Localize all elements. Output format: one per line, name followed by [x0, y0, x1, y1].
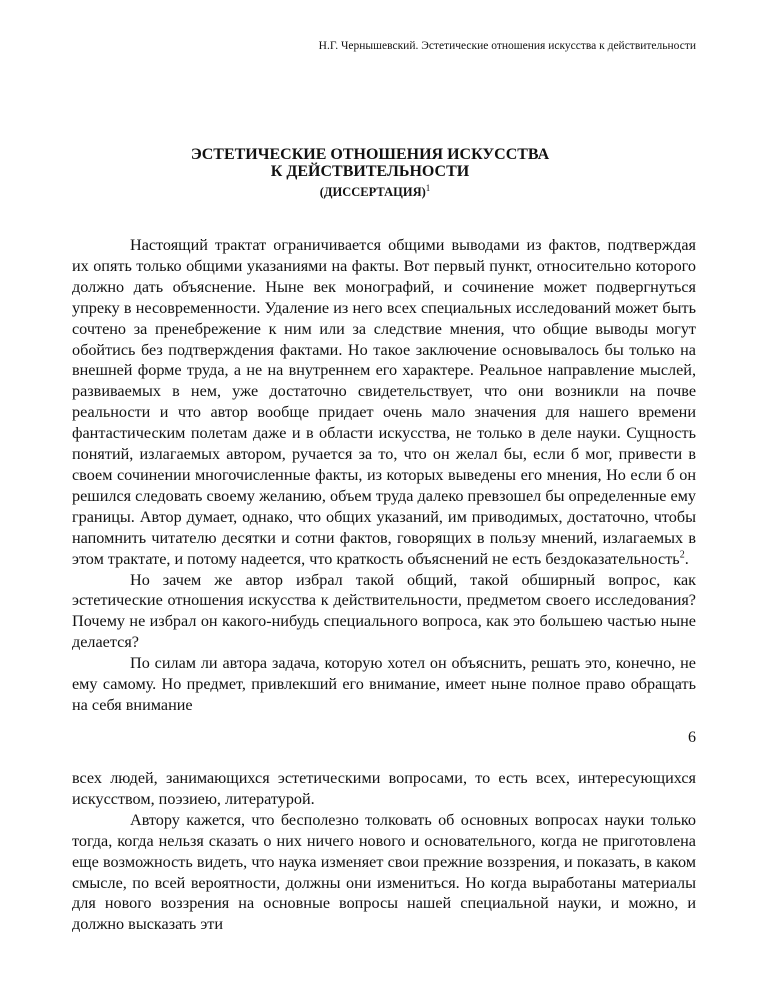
page-1-body — [72, 235, 696, 716]
paragraph: всех людей, занимающихся эстетическими вопросами, то есть всех, интересующихся искусством, поэзиею, литературой. — [72, 769, 696, 808]
title-subtitle — [130, 180, 620, 201]
subtitle-text: (ДИССЕРТАЦИЯ) — [319, 185, 426, 200]
paragraph: По силам ли автора задача, которую хотел он объяснить, решать это, конечно, не ему самому. Но предмет, привлекший его внимание, имеет ныне полное право обращать на себя внимание — [72, 654, 696, 714]
paragraph-end: . — [684, 549, 689, 568]
paragraph: Но зачем же автор избрал такой общий, такой обширный вопрос, как эстетические отношения искусства к действительности, предметом своего исследования? Почему не избрал он какого-нибудь специального вопроса, как это большею частью ныне делается? — [72, 570, 696, 652]
running-header: Н.Г. Чернышевский. Эстетические отношения искусства к действительности — [318, 40, 696, 52]
paragraph — [72, 235, 696, 570]
footnote-marker[interactable]: 1 — [425, 183, 431, 193]
paragraph: Автору кажется, что бесполезно толковать об основных вопросах науки только тогда, когда нельзя сказать о них ничего нового и основательного, когда не приготовлена еще возможность видеть, что наука изменяет свои прежние воззрения, и показать, в каком смысле, по всей вероятности, должны они измениться. Но когда выработаны материалы для нового воззрения на основные вопросы нашей специальной науки, и можно, и должно высказать эти — [72, 810, 696, 934]
footnote-marker[interactable]: 2 — [679, 549, 685, 561]
paragraph-text: Настоящий трактат ограничивается общими выводами из фактов, подтверждая их опять только общими указаниями на факты. Вот первый пункт, относительно которого должно дать объяснение. Ныне век монографий, и сочинение может подвергнуться упреку в несовременности. Удаление из него всех специальных исследований может быть сочтено за пренебрежение к ним или за следствие мнения, что общие выводы могут обойтись без подтверждения фактами. Но такое заключение основывалось бы только на внешней форме труда, а не на внутреннем его характере. Реальное направление мыслей, развиваемых в нем, уже достаточно свидетельствует, что они возникли на почве реальности и что автор вообще придает очень мало значения для нашего времени фантастическим полетам даже и в области искусства, не только в деле науки. Сущность понятий, излагаемых автором, ручается за то, что он желал бы, если б мог, привести в своем сочинении многочисленные факты, из которых выведены его мнения, Но если б он решился следовать своему желанию, объем труда далеко превзошел бы определенные ему границы. Автор думает, однако, что общих указаний, им приводимых, достаточно, чтобы напомнить читателю десятки и сотни фактов, говорящих в пользу мнений, излагаемых в этом трактате, и потому надеется, что краткость объяснений не есть бездоказательность — [72, 236, 696, 568]
page-number: 6 — [688, 729, 696, 746]
document-title — [120, 146, 620, 201]
title-line-1: ЭСТЕТИЧЕСКИЕ ОТНОШЕНИЯ ИСКУССТВА — [190, 146, 550, 163]
title-line-2: К ДЕЙСТВИТЕЛЬНОСТИ — [270, 163, 470, 180]
page-2-body — [72, 768, 696, 935]
